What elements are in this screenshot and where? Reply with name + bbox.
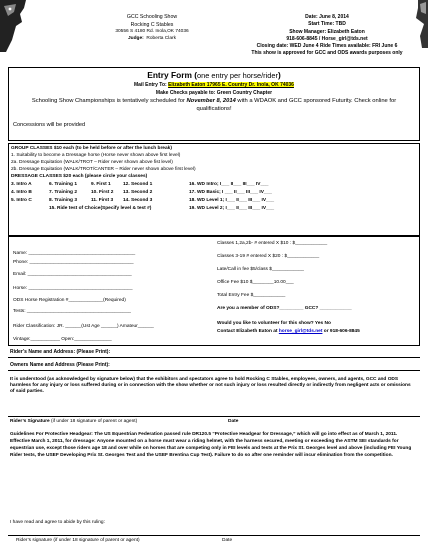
liability-disclaimer: It is understood (as acknowledged by signature below) that the exhibitors and spectators agree to hold Rocking C Stables, employees, owners, and agents, GCC and ODS harmless for any injury or loss suffered during or in connection with the show whether or not such injury or loss resulted directly or indirectly from negligent acts or omissions of said parties. bbox=[10, 377, 411, 395]
bottom-date-label: Date bbox=[222, 538, 233, 543]
fee-total[interactable]: Total Entry Fee $____________ bbox=[217, 293, 286, 298]
phone-field[interactable]: Phone: _______________________________________ bbox=[13, 260, 134, 265]
email-field[interactable]: Email: _______________________________________ bbox=[13, 272, 132, 277]
horse-field[interactable]: Horse: _______________________________________ bbox=[13, 286, 133, 291]
name-field[interactable]: Name: ________________________________________ bbox=[13, 251, 136, 256]
tests-field[interactable]: Tests: _______________________________________ bbox=[13, 309, 131, 314]
concessions-note: Concessions will be provided bbox=[13, 122, 86, 128]
class-13[interactable]: 13. Second 2 bbox=[123, 190, 153, 195]
payable-to: Make Checks payable to: Green Country Chapter bbox=[155, 90, 273, 96]
class-15[interactable]: 15. Ride test of Choice(Specify level & test #) bbox=[49, 206, 152, 211]
approval-note: This show is approved for GCC and ODS awards purposes only bbox=[251, 50, 403, 57]
owner-name-address-label: Owners Name and Address (Please Print): bbox=[10, 362, 110, 368]
rider-signature-caption bbox=[10, 419, 137, 425]
class-18[interactable]: 18. WD Level 1; I___ II___ III___ IV___ bbox=[189, 198, 275, 203]
group-class-2a[interactable]: 2a. Dressage Equitation (WALK/TROT – Rider never shown above fist level) bbox=[11, 160, 173, 165]
class-7[interactable]: 7. Training 2 bbox=[49, 190, 77, 195]
class-11[interactable]: 11. First 3 bbox=[91, 198, 114, 203]
horse-logo-icon bbox=[0, 0, 30, 52]
owner-name-address-line[interactable] bbox=[8, 362, 420, 371]
class-3[interactable]: 3. Intro A bbox=[11, 182, 32, 187]
horse-silhouette-icon bbox=[412, 0, 428, 48]
group-classes-heading: GROUP CLASSES $10 each (to be held before or after the lunch break) bbox=[11, 146, 172, 151]
fee-classes-3-19[interactable]: Classes 3-19 # entered X $20 : $____________ bbox=[217, 254, 320, 259]
class-14[interactable]: 14. Second 3 bbox=[123, 198, 153, 203]
show-manager: Show Manager: Elizabeth Eaton bbox=[289, 28, 365, 35]
rider-signature-label: Rider’s Signature bbox=[10, 419, 50, 424]
closing-date: Closing date: WED June 4 Ride Times available: FRI June 6 bbox=[256, 43, 398, 49]
class-4[interactable]: 4. Intro B bbox=[11, 190, 32, 195]
class-16[interactable]: 16. WD Intro; I___ II___ III___ IV___ bbox=[189, 182, 269, 187]
class-17[interactable]: 17. WD Basic; I ___ II___ III___ IV___ bbox=[189, 190, 272, 195]
bottom-signature-label: Rider’s signature (if under 18 signature of parent or agent) bbox=[16, 538, 140, 543]
mail-entry-line bbox=[9, 82, 419, 88]
volunteer-contact bbox=[217, 329, 360, 335]
signature-date-label: Date bbox=[228, 419, 239, 424]
classes-box bbox=[8, 143, 420, 236]
rider-name-address-label: Rider’s Name and Address: (Please Print): bbox=[10, 349, 111, 355]
vintage-open-field[interactable]: Vintage:___________ Open:______________ bbox=[13, 337, 112, 342]
entry-form-title bbox=[9, 70, 419, 81]
judge-label: Judge: bbox=[128, 36, 144, 42]
protective-headgear-guidelines: Guidelines For Protective Headgear: The US Equestrian Federation passed rule DR120.5 “Protective Headgear for Dressage,” which will go into effect as of March 1, 2011. Effective March 1, 2011, for dressage: Anyone mounted on a horse must wear a riding helmet, with the harness secured, meeting or exceeding the ASTM SEI standards for equestrian use, except those riders age 18 and over while on horses that are competing only in FEI levels and tests at the Prix St. Georges level and above (including FEI Young Rider tests, the USEF Developing Prix St. Georges Test and the USEF Brentina Cup Test). Failure to do so after one reminder will incur elimination from the competition. bbox=[10, 432, 412, 458]
show-info bbox=[82, 14, 222, 43]
title-main: Entry Form ( bbox=[147, 70, 198, 80]
rider-classification-field[interactable]: Rider Classification: JR. ______(Ust Age ______) Amateur______ bbox=[13, 324, 154, 329]
group-class-1[interactable]: 1. Suitability to become a Dressage horse (Horse never shown above first level) bbox=[11, 153, 181, 158]
show-name: GCC Schooling Show bbox=[126, 14, 178, 20]
membership-field[interactable]: Are you a member of ODS?_________ GCC? ____________ bbox=[217, 306, 352, 311]
champs-post: with a WDAOK and GCC sponsored Futurity. Check online for qualifications! bbox=[196, 98, 397, 112]
champs-pre: Schooling Show Championships is tentatively scheduled for bbox=[31, 98, 187, 104]
volunteer-email-link[interactable]: horse_girl@tds.net bbox=[278, 329, 323, 334]
fee-office[interactable]: Office Fee $10 $________10.00___ bbox=[217, 280, 294, 285]
show-details bbox=[244, 14, 410, 58]
judge-name: Roberta Clark bbox=[146, 36, 176, 42]
volunteer-question[interactable]: Would you like to volunteer for this show? Yes No bbox=[217, 321, 331, 326]
mail-label: Mail Entry To: bbox=[134, 82, 169, 88]
venue-name: Rocking C Stables bbox=[130, 21, 174, 28]
class-6[interactable]: 6. Training 1 bbox=[49, 182, 77, 187]
agree-statement: I have read and agree to abide by this ruling: bbox=[10, 520, 105, 525]
class-9[interactable]: 9. First 1 bbox=[91, 182, 111, 187]
volunteer-contact-pre: Contact Elizabeth Eaton at bbox=[217, 329, 279, 334]
title-end: ) bbox=[277, 70, 281, 80]
champs-date: November 8, 2014 bbox=[186, 98, 236, 104]
group-class-2b[interactable]: 2b. Dressage Equitation (WALK/TROT/CANTER – Rider never shown above first level) bbox=[11, 167, 196, 172]
rider-signature-note: (if under 18 signature of parent or agent) bbox=[49, 419, 138, 424]
class-8[interactable]: 8. Training 3 bbox=[49, 198, 77, 203]
judge-line bbox=[82, 36, 222, 43]
ods-registration-field[interactable]: ODS Horse Registration #_____________(Required) bbox=[13, 298, 126, 303]
championships-note bbox=[29, 98, 399, 113]
mail-address: Elizabeth Eaton 17965 E. Country Dr. Inola, OK 74036 bbox=[168, 82, 294, 88]
class-12[interactable]: 12. Second 1 bbox=[123, 182, 153, 187]
class-10[interactable]: 10. First 2 bbox=[91, 190, 114, 195]
start-time: Start Time: TBD bbox=[308, 21, 346, 28]
fee-classes-1-2[interactable]: Classes 1,2a,2b- # entered X $10 : $____________ bbox=[217, 241, 328, 246]
class-19[interactable]: 19. WD Level 2; I___ II___ III___ IV___ bbox=[189, 206, 275, 211]
dressage-classes-heading: DRESSAGE CLASSES $20 each (please circle your classes) bbox=[11, 174, 148, 179]
bottom-signature-line[interactable] bbox=[8, 535, 420, 536]
fee-late[interactable]: Late/Call in fee $5/class $____________ bbox=[217, 267, 304, 272]
registration-box bbox=[8, 236, 420, 346]
entry-info-box bbox=[8, 67, 420, 141]
title-sub: one entry per horse/rider bbox=[197, 71, 278, 80]
class-5[interactable]: 5. Intro C bbox=[11, 198, 32, 203]
venue-address: 30556 S 4180 Rd. Inola,OK 74036 bbox=[115, 29, 189, 35]
rider-name-address-line[interactable] bbox=[8, 349, 420, 358]
show-date: Date: June 8, 2014 bbox=[305, 14, 349, 20]
volunteer-contact-post: or 918-606-8845 bbox=[322, 329, 360, 334]
signature-line[interactable] bbox=[8, 416, 420, 417]
manager-contact: 918-606-8845 / Horse_girl@tds.net bbox=[286, 35, 368, 42]
